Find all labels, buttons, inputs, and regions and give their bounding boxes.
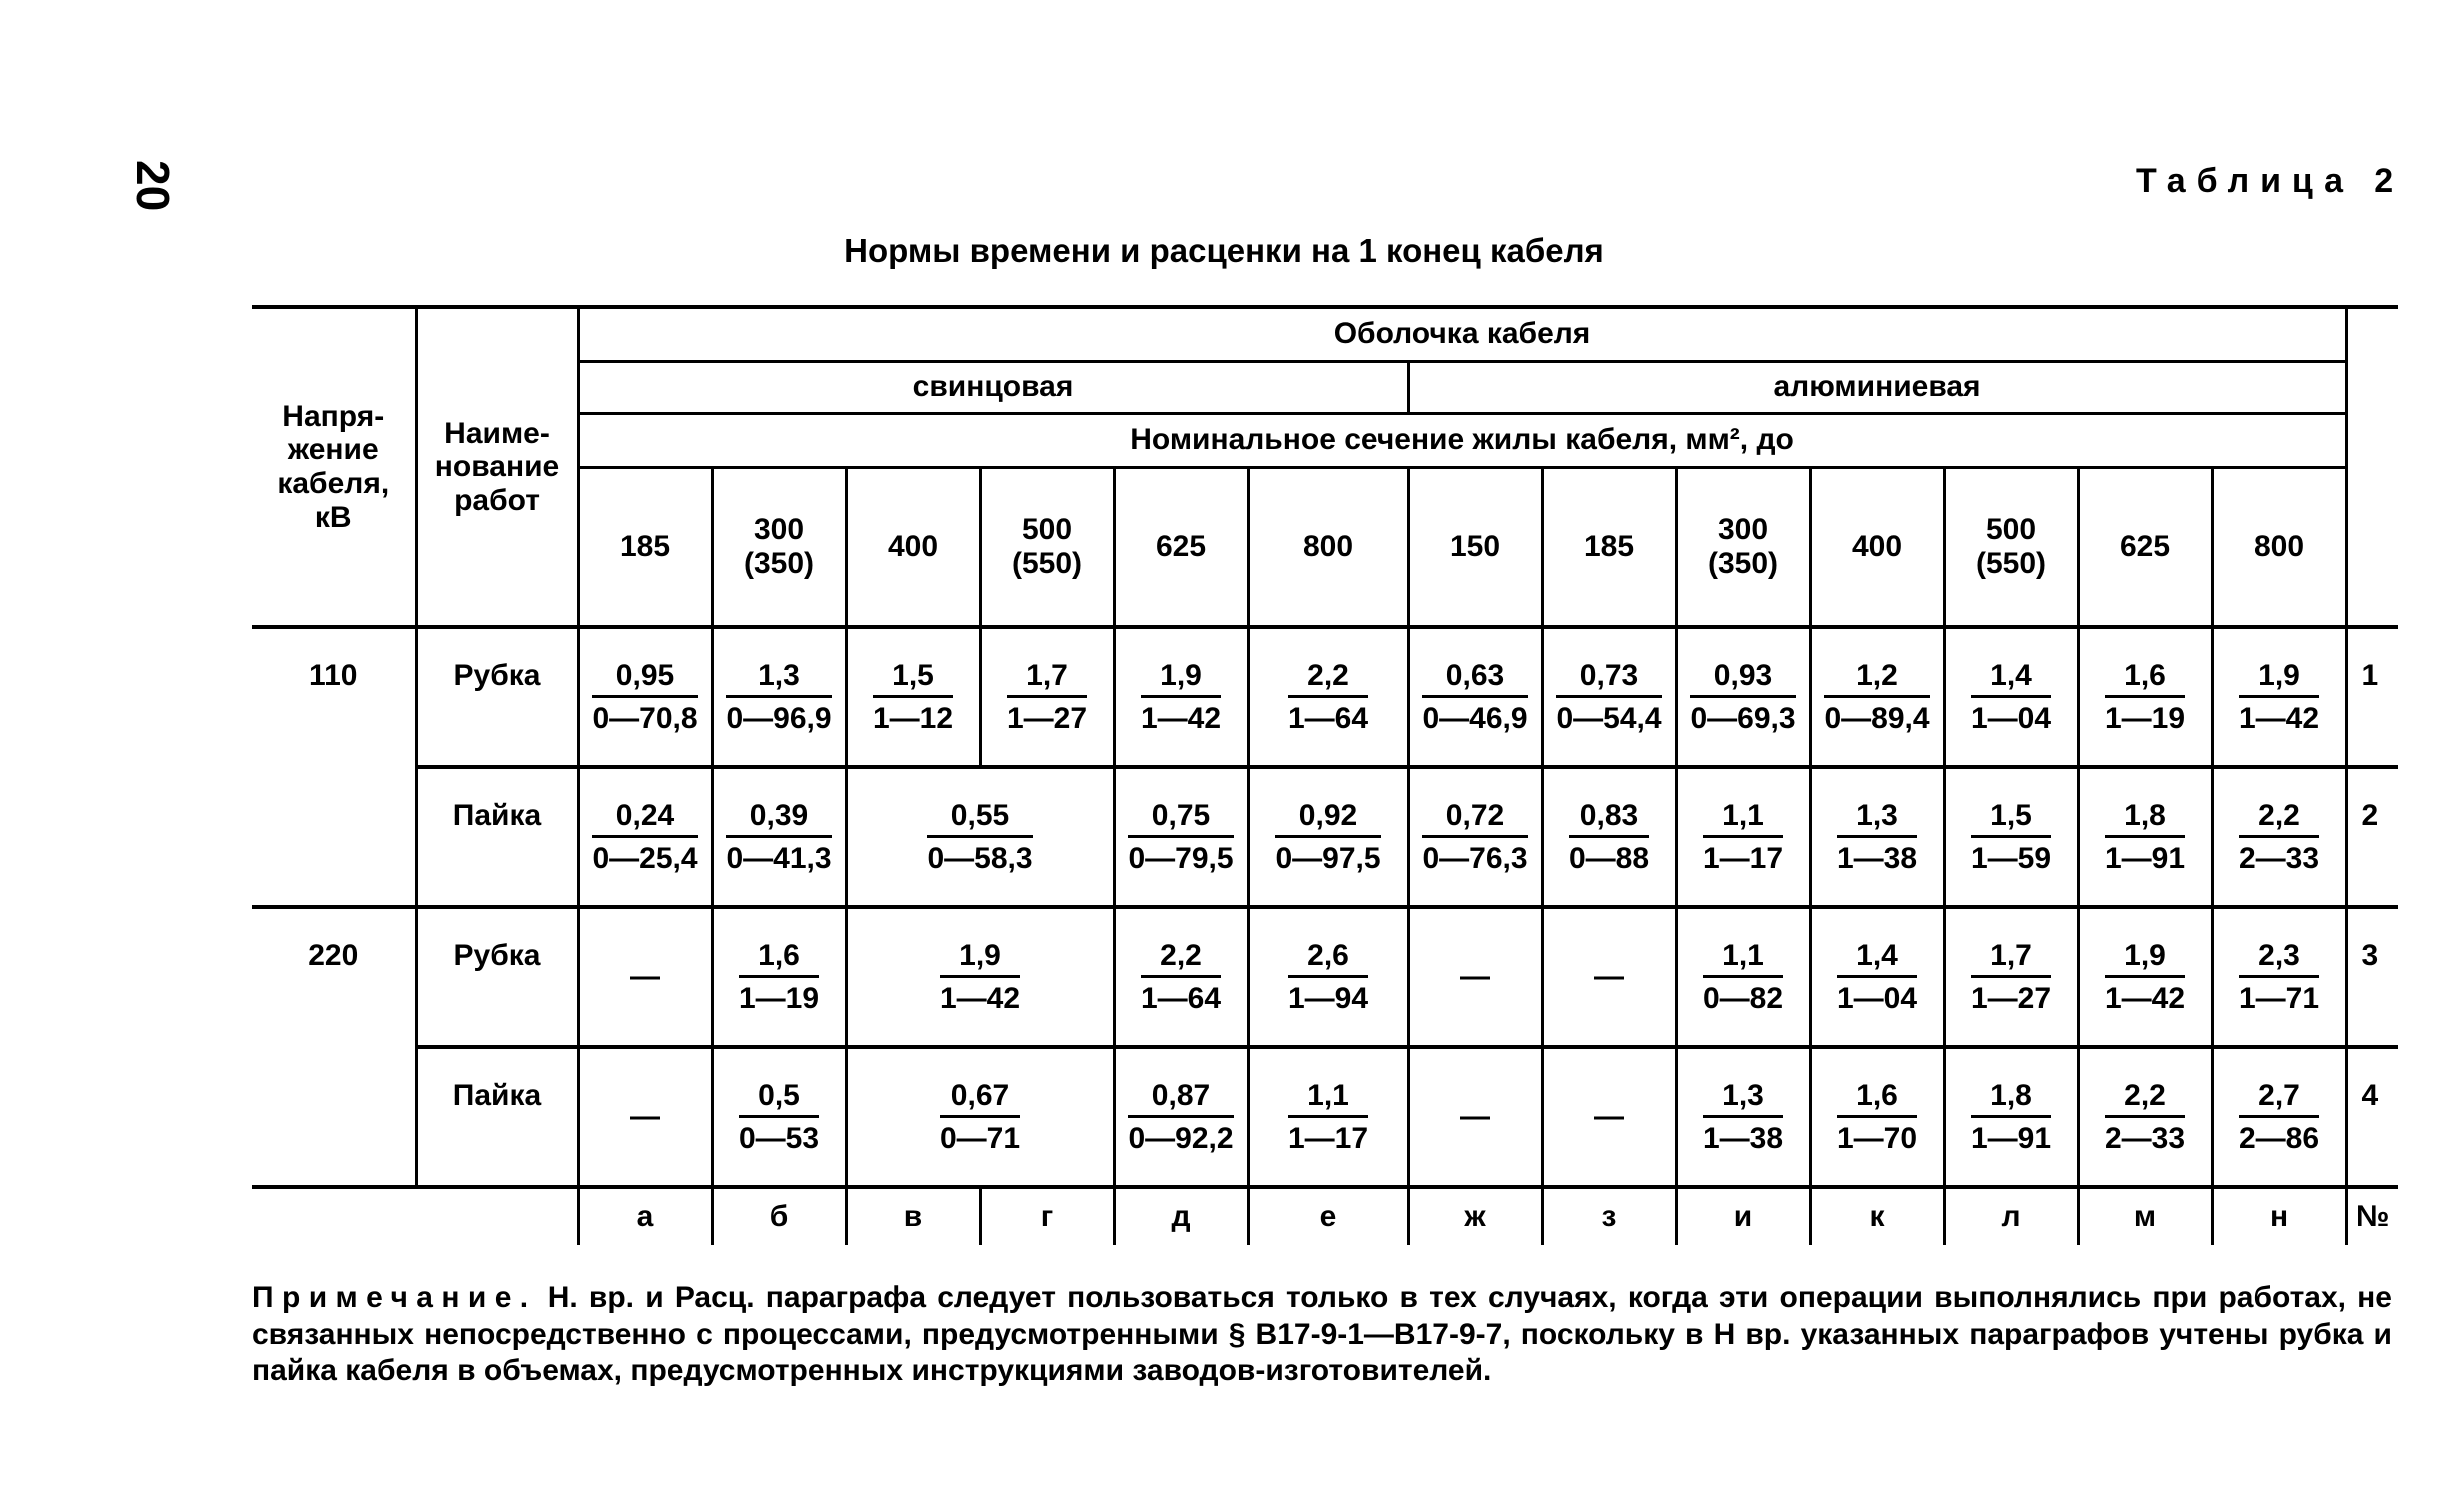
price-rate: 1—27 (1006, 701, 1088, 735)
time-norm: 1,6 (739, 939, 819, 978)
rate-fraction (2239, 939, 2319, 1015)
rate-cell (1810, 627, 1944, 767)
rate-fraction (1690, 659, 1795, 735)
rate-cell (1944, 627, 2078, 767)
rate-cell (1248, 907, 1408, 1047)
price-rate: 1—42 (2104, 981, 2186, 1015)
time-norm: 1,1 (1288, 1079, 1368, 1118)
rate-cell (980, 627, 1114, 767)
time-norm: 1,5 (1971, 799, 2051, 838)
price-rate: 0—54,4 (1556, 701, 1662, 735)
rate-cell (1114, 1047, 1248, 1187)
row-work: Рубка (416, 907, 578, 1047)
time-norm: 1,3 (1837, 799, 1917, 838)
rate-fraction (1971, 799, 2051, 875)
footnote-text: Н. вр. и Расц. параграфа следует пользоваться только в тех случаях, когда эти операции выполнялись при работах, не связанных непосредственно с процессами, предусмотренными § В17-9-1—В17-9-7, поскольку в Н вр. указанных параграфов учтены рубка и пайка кабеля в объемах, предусмотренных инструкциями заводов-изготовителей. (252, 1281, 2392, 1388)
price-rate: 1—59 (1970, 841, 2052, 875)
column-letter: ж (1408, 1187, 1542, 1245)
rate-fraction (592, 659, 697, 735)
time-norm: 0,24 (592, 799, 697, 838)
rate-fraction (1007, 659, 1087, 735)
table-label: Таблица 2 (2136, 162, 2404, 200)
rate-fraction (1275, 799, 1380, 875)
rate-fraction (1141, 659, 1221, 735)
header-size: 500 (550) (1944, 467, 2078, 627)
rate-fraction (1837, 939, 1917, 1015)
letters-blank (252, 1187, 578, 1245)
time-norm: 2,6 (1288, 939, 1368, 978)
header-size: 150 (1408, 467, 1542, 627)
header-size: 300 (350) (1676, 467, 1810, 627)
row-work: Пайка (416, 1047, 578, 1187)
rate-cell (1810, 1047, 1944, 1187)
column-letter: а (578, 1187, 712, 1245)
price-rate: 0—82 (1702, 981, 1784, 1015)
price-rate: 2—33 (2104, 1121, 2186, 1155)
empty-cell-dash: — (578, 1047, 712, 1187)
rate-fraction (1703, 1079, 1783, 1155)
rate-cell (1944, 767, 2078, 907)
header-size: 800 (1248, 467, 1408, 627)
rate-fraction (1556, 659, 1661, 735)
time-norm: 0,87 (1128, 1079, 1233, 1118)
price-rate: 1—19 (2104, 701, 2186, 735)
rate-cell (578, 767, 712, 907)
page-number: 20 (127, 160, 179, 212)
header-aluminum: алюминиевая (1408, 361, 2346, 413)
rate-cell (1676, 1047, 1810, 1187)
price-rate: 2—33 (2238, 841, 2320, 875)
time-norm: 1,1 (1703, 939, 1783, 978)
rate-cell (1408, 767, 1542, 907)
rate-cell (712, 1047, 846, 1187)
time-norm: 1,3 (726, 659, 831, 698)
time-norm: 1,8 (2105, 799, 2185, 838)
price-rate: 0—58,3 (927, 841, 1033, 875)
rate-fraction (1422, 659, 1527, 735)
price-rate: 0—69,3 (1690, 701, 1796, 735)
price-rate: 1—04 (1836, 981, 1918, 1015)
rate-fraction (1128, 799, 1233, 875)
price-rate: 1—64 (1287, 701, 1369, 735)
time-norm: 1,2 (1824, 659, 1929, 698)
time-norm: 2,2 (1141, 939, 1221, 978)
rate-cell (1248, 627, 1408, 767)
rate-cell (1114, 907, 1248, 1047)
rate-cell (1676, 627, 1810, 767)
time-norm: 1,9 (2105, 939, 2185, 978)
price-rate: 0—25,4 (592, 841, 698, 875)
price-rate: 1—71 (2238, 981, 2320, 1015)
column-letter: д (1114, 1187, 1248, 1245)
row-index: 2 (2346, 767, 2398, 907)
column-letter: з (1542, 1187, 1676, 1245)
rate-fraction (940, 1079, 1020, 1155)
header-size: 500 (550) (980, 467, 1114, 627)
rate-fraction (2239, 1079, 2319, 1155)
rate-cell (846, 767, 1114, 907)
time-norm: 0,95 (592, 659, 697, 698)
time-norm: 0,5 (739, 1079, 819, 1118)
column-letter: и (1676, 1187, 1810, 1245)
price-rate: 1—12 (872, 701, 954, 735)
rate-cell (1248, 767, 1408, 907)
rate-fraction (1971, 939, 2051, 1015)
rate-cell (1542, 767, 1676, 907)
rate-fraction (1703, 799, 1783, 875)
price-rate: 0—96,9 (726, 701, 832, 735)
price-rate: 2—86 (2238, 1121, 2320, 1155)
time-norm: 0,93 (1690, 659, 1795, 698)
rate-fraction (1971, 659, 2051, 735)
rate-cell (578, 627, 712, 767)
rate-fraction (739, 939, 819, 1015)
time-norm: 2,3 (2239, 939, 2319, 978)
time-norm: 1,6 (1837, 1079, 1917, 1118)
rate-fraction (1824, 659, 1929, 735)
header-size: 185 (578, 467, 712, 627)
header-lead: свинцовая (578, 361, 1408, 413)
time-norm: 0,55 (927, 799, 1032, 838)
header-size: 625 (2078, 467, 2212, 627)
header-voltage: Напря- жение кабеля, кВ (252, 307, 416, 627)
row-voltage: 220 (252, 907, 416, 1187)
header-size: 800 (2212, 467, 2346, 627)
price-rate: 1—42 (2238, 701, 2320, 735)
price-rate: 1—19 (738, 981, 820, 1015)
price-rate: 1—17 (1702, 841, 1784, 875)
footnote-lead: Примечание. (252, 1281, 537, 1314)
rate-cell (1810, 907, 1944, 1047)
rate-cell (1248, 1047, 1408, 1187)
time-norm: 2,2 (2105, 1079, 2185, 1118)
row-work: Пайка (416, 767, 578, 907)
time-norm: 1,9 (2239, 659, 2319, 698)
rate-cell (1944, 1047, 2078, 1187)
rate-fraction (2105, 939, 2185, 1015)
rate-fraction (2105, 799, 2185, 875)
time-norm: 1,6 (2105, 659, 2185, 698)
price-rate: 1—17 (1287, 1121, 1369, 1155)
header-sheath: Оболочка кабеля (578, 307, 2346, 361)
column-letter: м (2078, 1187, 2212, 1245)
norms-table (252, 305, 2398, 1245)
rate-cell (2212, 907, 2346, 1047)
header-size: 300 (350) (712, 467, 846, 627)
rate-cell (2212, 627, 2346, 767)
rate-cell (712, 907, 846, 1047)
rate-cell (1114, 627, 1248, 767)
price-rate: 1—70 (1836, 1121, 1918, 1155)
header-size: 625 (1114, 467, 1248, 627)
time-norm: 2,7 (2239, 1079, 2319, 1118)
header-size: 185 (1542, 467, 1676, 627)
time-norm: 1,7 (1971, 939, 2051, 978)
header-size: 400 (1810, 467, 1944, 627)
rate-cell (1542, 627, 1676, 767)
time-norm: 1,8 (1971, 1079, 2051, 1118)
price-rate: 0—79,5 (1128, 841, 1234, 875)
price-rate: 1—04 (1970, 701, 2052, 735)
rate-cell (846, 627, 980, 767)
time-norm: 0,63 (1422, 659, 1527, 698)
rate-fraction (726, 799, 831, 875)
time-norm: 0,39 (726, 799, 831, 838)
price-rate: 1—91 (1970, 1121, 2052, 1155)
row-index: 1 (2346, 627, 2398, 767)
rate-fraction (592, 799, 697, 875)
column-letter: г (980, 1187, 1114, 1245)
rate-cell (2212, 1047, 2346, 1187)
rate-cell (846, 1047, 1114, 1187)
time-norm: 1,9 (940, 939, 1020, 978)
rate-fraction (2105, 1079, 2185, 1155)
column-letter: н (2212, 1187, 2346, 1245)
price-rate: 1—38 (1702, 1121, 1784, 1155)
empty-cell-dash: — (1408, 907, 1542, 1047)
time-norm: 2,2 (2239, 799, 2319, 838)
rate-cell (1944, 907, 2078, 1047)
price-rate: 1—42 (1140, 701, 1222, 735)
price-rate: 1—91 (2104, 841, 2186, 875)
time-norm: 1,9 (1141, 659, 1221, 698)
time-norm: 0,83 (1569, 799, 1649, 838)
rate-cell (1676, 907, 1810, 1047)
header-work-name: Наиме- нование работ (416, 307, 578, 627)
time-norm: 0,75 (1128, 799, 1233, 838)
row-index: 4 (2346, 1047, 2398, 1187)
footnote (252, 1280, 2392, 1390)
price-rate: 1—64 (1140, 981, 1222, 1015)
price-rate: 1—27 (1970, 981, 2052, 1015)
row-work: Рубка (416, 627, 578, 767)
rate-cell (1408, 627, 1542, 767)
price-rate: 0—88 (1568, 841, 1650, 875)
time-norm: 0,73 (1556, 659, 1661, 698)
time-norm: 0,92 (1275, 799, 1380, 838)
empty-cell-dash: — (578, 907, 712, 1047)
time-norm: 0,72 (1422, 799, 1527, 838)
price-rate: 0—41,3 (726, 841, 832, 875)
rate-cell (1810, 767, 1944, 907)
rate-fraction (873, 659, 953, 735)
row-voltage: 110 (252, 627, 416, 907)
table-title: Нормы времени и расценки на 1 конец кабеля (844, 232, 1604, 269)
price-rate: 0—53 (738, 1121, 820, 1155)
time-norm: 0,67 (940, 1079, 1020, 1118)
price-rate: 0—70,8 (592, 701, 698, 735)
rate-cell (846, 907, 1114, 1047)
time-norm: 1,4 (1971, 659, 2051, 698)
time-norm: 1,4 (1837, 939, 1917, 978)
empty-cell-dash: — (1542, 1047, 1676, 1187)
time-norm: 1,7 (1007, 659, 1087, 698)
rate-fraction (940, 939, 1020, 1015)
header-size: 400 (846, 467, 980, 627)
header-index-blank (2346, 307, 2398, 627)
column-letter: л (1944, 1187, 2078, 1245)
price-rate: 0—89,4 (1824, 701, 1930, 735)
rate-fraction (1288, 1079, 1368, 1155)
rate-fraction (1971, 1079, 2051, 1155)
rate-fraction (2105, 659, 2185, 735)
rate-fraction (1288, 939, 1368, 1015)
rate-cell (1114, 767, 1248, 907)
rate-fraction (1569, 799, 1649, 875)
rate-cell (1676, 767, 1810, 907)
rate-fraction (2239, 659, 2319, 735)
rate-fraction (1128, 1079, 1233, 1155)
price-rate: 0—92,2 (1128, 1121, 1234, 1155)
time-norm: 1,5 (873, 659, 953, 698)
rate-cell (712, 627, 846, 767)
empty-cell-dash: — (1542, 907, 1676, 1047)
rate-fraction (1422, 799, 1527, 875)
price-rate: 0—71 (939, 1121, 1021, 1155)
time-norm: 1,3 (1703, 1079, 1783, 1118)
time-norm: 2,2 (1288, 659, 1368, 698)
rate-fraction (927, 799, 1032, 875)
rate-cell (2078, 1047, 2212, 1187)
time-norm: 1,1 (1703, 799, 1783, 838)
rate-cell (2078, 767, 2212, 907)
rate-fraction (739, 1079, 819, 1155)
header-section: Номинальное сечение жилы кабеля, мм², до (578, 413, 2346, 467)
rate-fraction (1288, 659, 1368, 735)
rate-cell (2078, 907, 2212, 1047)
row-index: 3 (2346, 907, 2398, 1047)
rate-fraction (2239, 799, 2319, 875)
rate-fraction (1703, 939, 1783, 1015)
rate-cell (712, 767, 846, 907)
column-letter: б (712, 1187, 846, 1245)
rate-fraction (1837, 799, 1917, 875)
rate-cell (2212, 767, 2346, 907)
column-letter: в (846, 1187, 980, 1245)
rate-fraction (1141, 939, 1221, 1015)
column-letter: к (1810, 1187, 1944, 1245)
price-rate: 1—38 (1836, 841, 1918, 875)
rate-cell (2078, 627, 2212, 767)
price-rate: 0—76,3 (1422, 841, 1528, 875)
price-rate: 1—42 (939, 981, 1021, 1015)
empty-cell-dash: — (1408, 1047, 1542, 1187)
column-letter: е (1248, 1187, 1408, 1245)
price-rate: 0—97,5 (1275, 841, 1381, 875)
price-rate: 1—94 (1287, 981, 1369, 1015)
number-sign: № (2346, 1187, 2398, 1245)
rate-fraction (726, 659, 831, 735)
rate-fraction (1837, 1079, 1917, 1155)
price-rate: 0—46,9 (1422, 701, 1528, 735)
